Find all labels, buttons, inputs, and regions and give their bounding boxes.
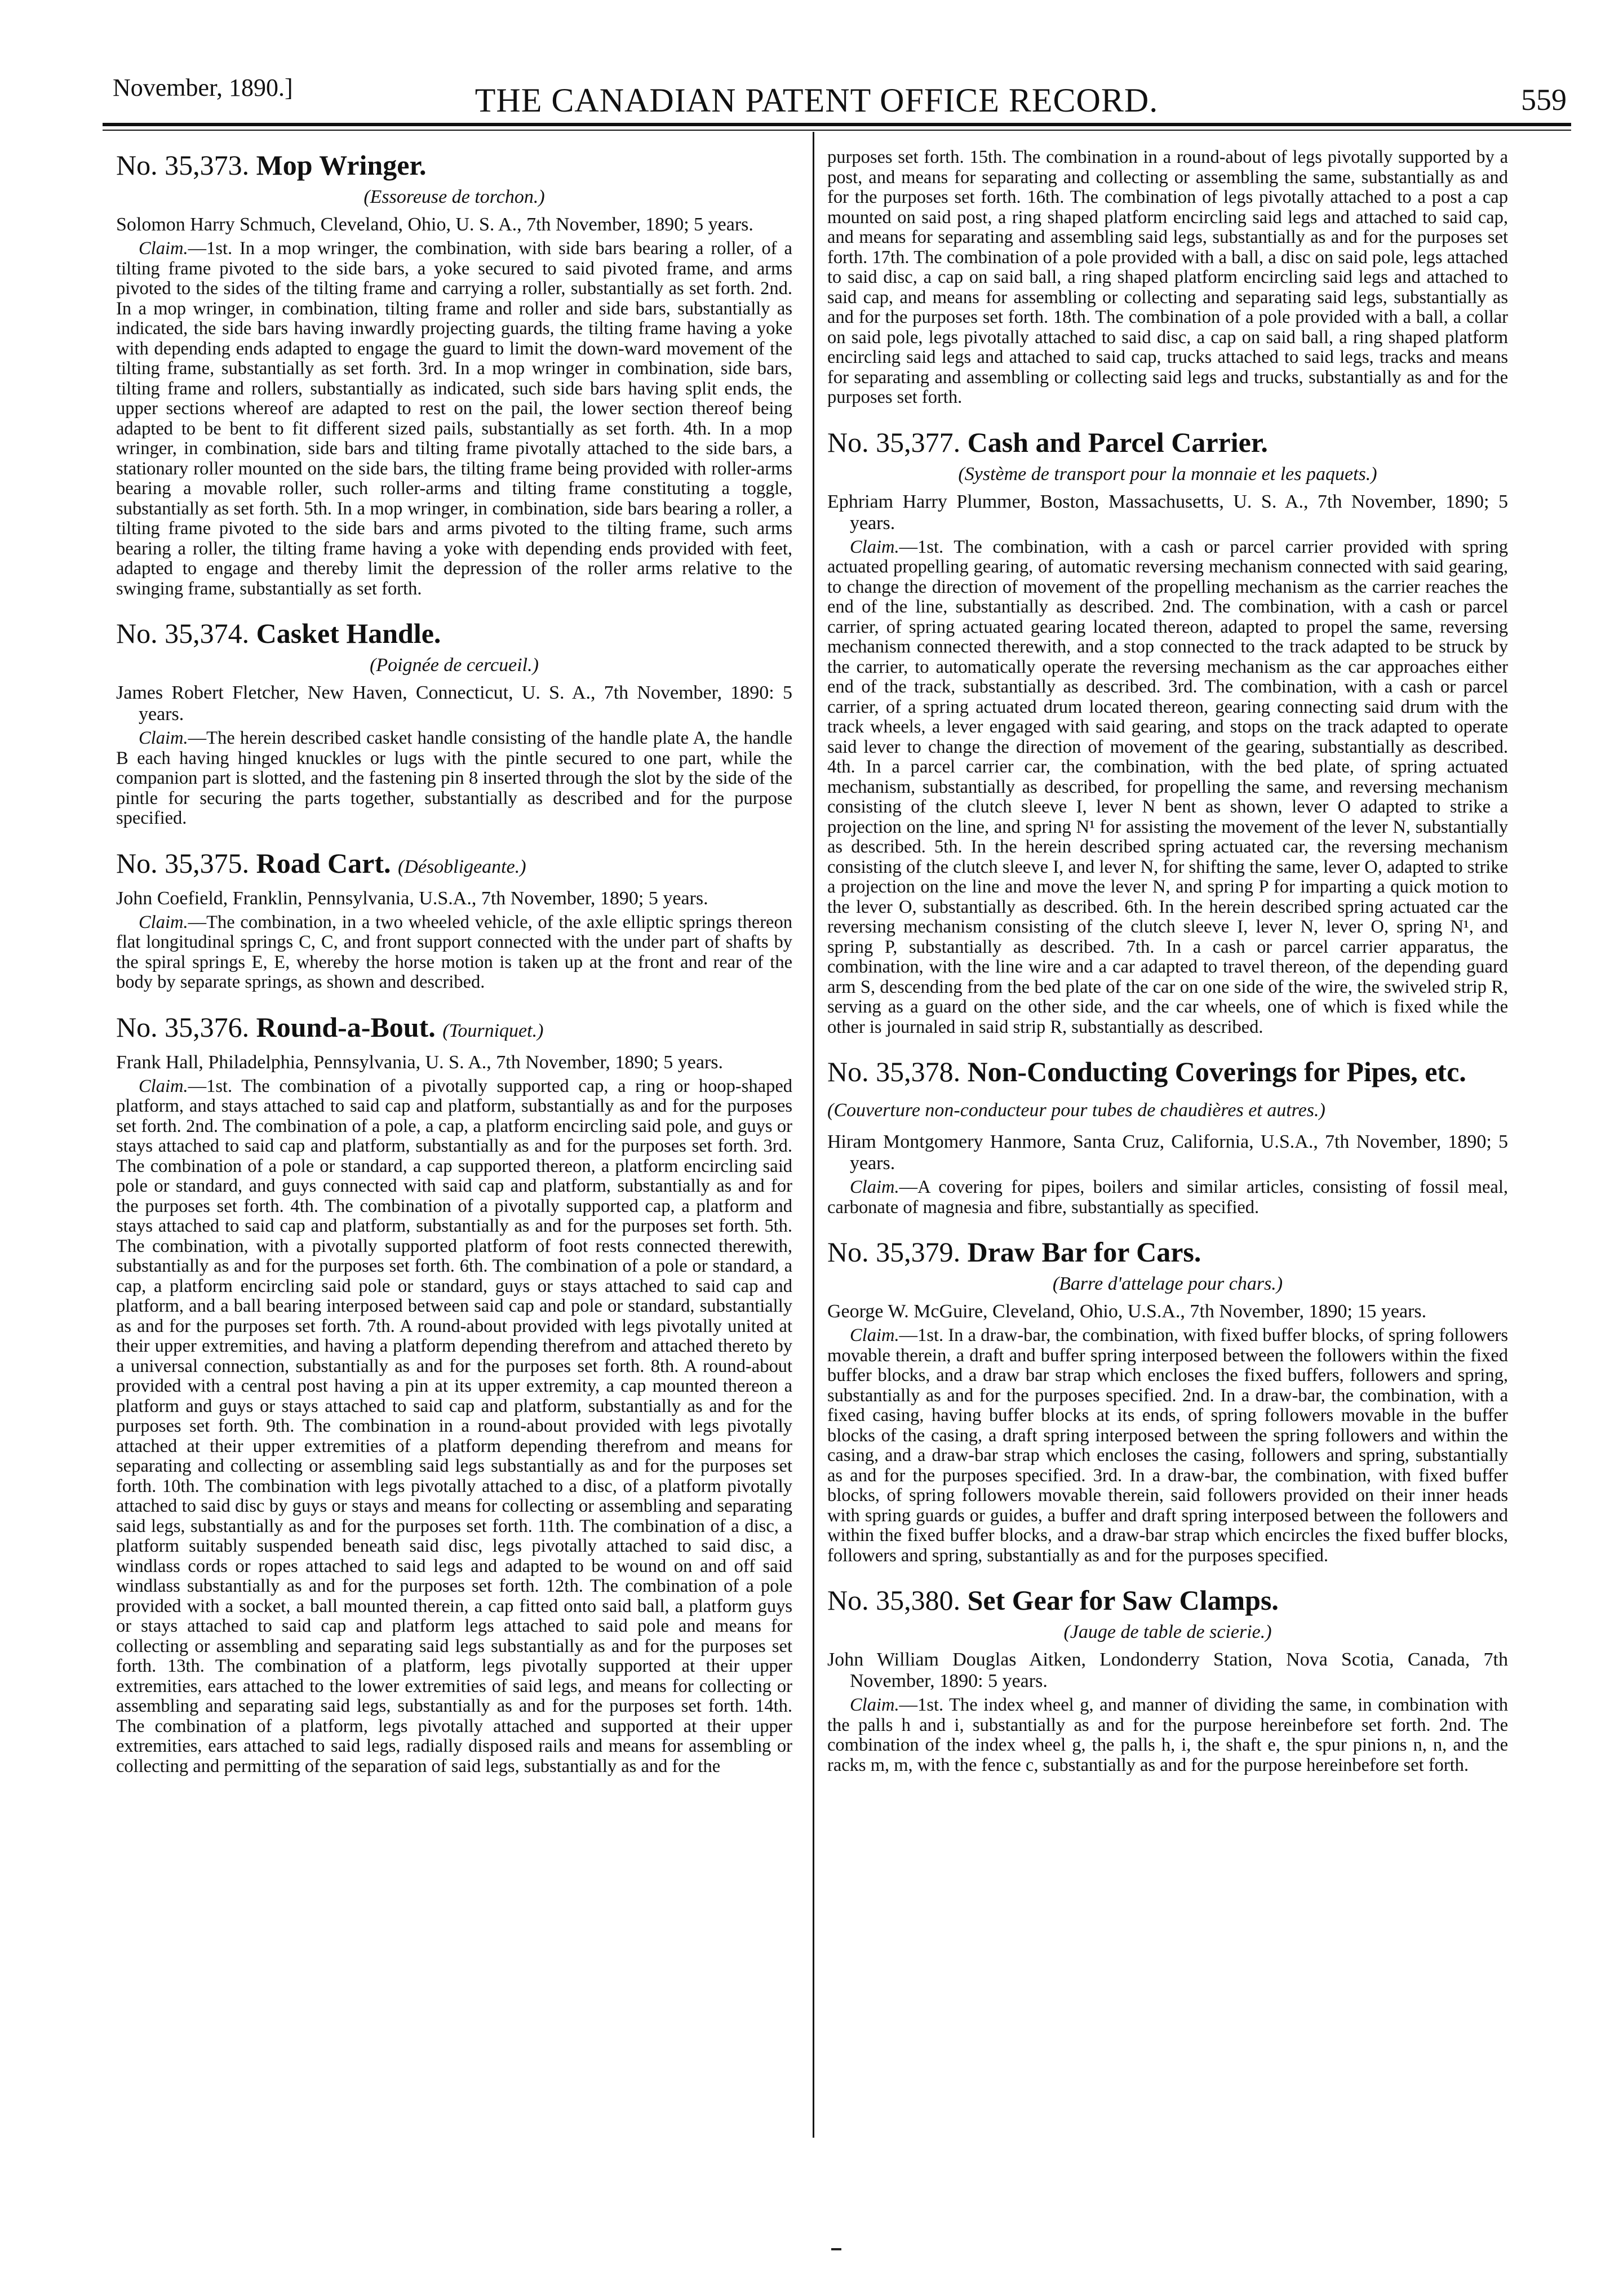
patentee: Frank Hall, Philadelphia, Pennsylvania, U. S. A., 7th November, 1890; 5 years. xyxy=(116,1051,724,1073)
claim-text xyxy=(116,729,792,829)
patent-entry xyxy=(827,1583,1508,1775)
claim-label: Claim. xyxy=(139,912,188,932)
patent-entry xyxy=(116,616,792,829)
continued-claim-text: purposes set forth. 15th. The combination in a round-about of legs pivotally supported by a post, and means for separating and collecting or assembling the same, substantially as and for the purposes set forth. 16th. The combination of legs pivotally attached to a post a cap mounted on said post, a ring shaped platform encircling said legs and attached to said cap, and means for separating and assembling said legs, substantially as and for the purposes set forth. 17th. The combination of a pole provided with a ball, a disc on said pole, legs attached to said disc, a cap on said ball, a ring shaped platform encircling said legs and attached to said cap, and means for assembling or collecting and separating said legs, substantially as and for the purposes set forth. 18th. The combination of a pole provided with a ball, a collar on said pole, legs pivotally attached to said disc, a cap on said ball, a ring shaped platform encircling said legs and attached to said cap, trucks attached to said legs, tracks and means for separating and assembling or collecting said legs and trucks, substantially as and for the purposes set forth. xyxy=(827,147,1508,407)
patent-number: No. 35,376. xyxy=(116,1011,250,1043)
patent-number: No. 35,379. xyxy=(827,1236,961,1268)
patent-title: Mop Wringer. xyxy=(256,149,427,181)
patent-entry xyxy=(116,148,792,599)
claim-body: —1st. The index wheel g, and manner of dividing the same, in combination with the palls h and i, substantially as and for the purpose hereinbefore set forth. 2nd. The combination of the index wheel g, the palls h, i, the shaft e, the spur pinions n, n, and the racks m, m, with the fence c, substantially as and for the purpose hereinbefore set forth. xyxy=(827,1695,1508,1775)
claim-label: Claim. xyxy=(850,1177,899,1197)
patent-title: Road Cart. xyxy=(256,847,391,879)
claim-continuation xyxy=(827,148,1508,408)
entry-heading xyxy=(827,425,1508,460)
column-divider xyxy=(813,132,814,2138)
patent-entry xyxy=(827,425,1508,1038)
patent-title: Cash and Parcel Carrier. xyxy=(967,426,1268,458)
french-title: (Système de transport pour la monnaie et les paquets.) xyxy=(958,463,1377,485)
claim-text xyxy=(116,1077,792,1777)
claim-body: —1st. The combination of a pivotally supported cap, a ring or hoop-shaped platform, and stays attached to said cap and platform, substantially as and for the purposes set forth. 2nd. The combination of a pole, a cap, a platform encircling said pole, and guys or stays attached to said cap and platform, substantially as and for the purposes set forth. 3rd. The combination of a pole or standard, a cap supported thereon, a platform encircling said pole or standard, and guys connected with said cap and platform, substantially as and for the purposes set forth. 4th. The combination of a pivotally supported cap, a platform and stays attached to said cap and platform, substantially as and for the purposes set forth. 5th. The combination, with a pivotally supported platform of foot rests connected therewith, substantially as and for the purposes set forth. 6th. The combination of a pole or standard, a cap, a platform encircling said pole or standard, guys or stays attached to said cap and platform, and a ball bearing interposed between said cap and pole or standard, substantially as and for the purposes set forth. 7th. A round-about provided with legs pivotally united at their upper extremities, and having a platform depending therefrom and attached thereto by a universal connection, substantially as and for the purposes set forth. 8th. A round-about provided with a central post having a pin at its upper extremity, a cap mounted thereon a platform and guys or stays attached to said cap and platform, substantially as and for the purposes set forth. 9th. The combination in a round-about provided with legs pivotally attached at their upper extremities of a platform depending therefrom and means for separating and collecting or assembling said legs substantially as and for the purposes set forth. 10th. The combination with legs pivotally attached to a disc, of a platform pivotally attached to said disc by guys or stays and means for collecting or assembling and separating said legs, substantially as and for the purposes set forth. 11th. The combination of a disc, a platform suitably suspended beneath said disc, legs pivotally attached to said disc, a windlass cords or ropes attached to said legs and adapted to be wound on and off said windlass substantially as and for the purposes set forth. 12th. The combination of a pole provided with a socket, a ball mounted therein, a cap fitted onto said ball, a platform guys or stays attached to said cap and platform legs attached to said pole and means for collecting or assembling and separating said legs substantially as and for the purposes set forth. 13th. The combination of a platform, legs pivotally supported at their upper extremities, ears attached to the lower extremities of said legs, and means for collecting or assembling and separating said legs, substantially as and for the purposes set forth. 14th. The combination of a platform, legs pivotally attached and supported at their upper extremities, ears attached to said legs, radially disposed rails and means for assembling or collecting and permitting of the separation of said legs, substantially as and for the xyxy=(116,1076,792,1777)
patent-number: No. 35,375. xyxy=(116,847,250,879)
patentee: James Robert Fletcher, New Haven, Connecticut, U. S. A., 7th November, 1890: 5 years. xyxy=(116,682,792,725)
patent-number: No. 35,374. xyxy=(116,618,250,649)
patent-title: Casket Handle. xyxy=(256,618,441,649)
claim-label: Claim. xyxy=(139,238,188,259)
claim-text xyxy=(827,1326,1508,1566)
claim-body: —A covering for pipes, boilers and similar articles, consisting of fossil meal, carbonate of magnesia and fibre, substantially as specified. xyxy=(827,1177,1508,1218)
claim-text xyxy=(827,1178,1508,1218)
claim-body: —The herein described casket handle consisting of the handle plate A, the handle B each having hinged knuckles or lugs with the pintle secured to one part, while the companion part is slotted, and the fastening pin 8 inserted through the slot by the side of the pintle for securing the parts together, substantially as described and for the purpose specified. xyxy=(116,728,792,828)
patent-title: Round-a-Bout. xyxy=(256,1011,436,1043)
journal-title: THE CANADIAN PATENT OFFICE RECORD. xyxy=(475,82,1159,119)
patentee: George W. McGuire, Cleveland, Ohio, U.S.A., 7th November, 1890; 15 years. xyxy=(827,1301,1427,1322)
claim-body: —The combination, in a two wheeled vehicle, of the axle elliptic springs thereon flat longitudinal springs C, C, and front support connected with the under part of shafts by the spiral springs E, E, whereby the horse motion is taken up at the front and rear of the body by separate springs, as shown and described. xyxy=(116,912,792,992)
claim-label: Claim. xyxy=(139,728,188,748)
claim-body: —1st. In a mop wringer, the combination, with side bars bearing a roller, of a tilting frame pivoted to the side bars, a yoke secured to said pivoted frame, and arms pivoted to the sides of the tilting frame and carrying a roller, substantially as set forth. 2nd. In a mop wringer, in combination, tilting frame and roller and side bars, substantially as indicated, the side bars having inwardly projecting guards, the tilting frame having a yoke with depending ends adapted to engage the guard to limit the down-ward movement of the tilting frame, substantially as set forth. 3rd. In a mop wringer in combination, side bars, tilting frame and rollers, substantially as indicated, such side bars having split ends, the upper sections whereof are adapted to rest on the pail, the lower section thereof being adapted to be bent to fit different sized pails, substantially as set forth. 4th. In a mop wringer, in combination, side bars and tilting frame pivotally attached to the side bars, a stationary roller mounted on the side bars, the tilting frame being provided with roller-arms bearing a movable roller, such roller-arms and tilting frame constituting a toggle, substantially as set forth. 5th. In a mop wringer, in combination, side bars bearing a roller, a tilting frame pivoted to the side bars and arms pivoted to the tilting frame, such arms bearing a roller, the tilting frame having a yoke with depending ends provided with feet, adapted to engage and thereby limit the depression of the roller arms relative to the swinging frame, substantially as set forth. xyxy=(116,238,792,599)
entry-heading xyxy=(116,148,792,183)
patent-entry xyxy=(827,1054,1508,1218)
patentee: John Coefield, Franklin, Pennsylvania, U.S.A., 7th November, 1890; 5 years. xyxy=(116,887,708,909)
patent-entry xyxy=(827,1234,1508,1566)
claim-text xyxy=(827,538,1508,1038)
claim-text xyxy=(116,239,792,599)
entry-heading xyxy=(827,1234,1508,1269)
entry-heading xyxy=(116,846,792,885)
header-rule-thin xyxy=(103,130,1571,131)
page-header xyxy=(66,61,1567,123)
claim-label: Claim. xyxy=(850,1695,899,1715)
patent-number: No. 35,380. xyxy=(827,1584,961,1616)
patentee: Hiram Montgomery Hanmore, Santa Cruz, California, U.S.A., 7th November, 1890; 5 years. xyxy=(827,1131,1508,1174)
header-rule-thick xyxy=(103,123,1571,126)
patent-entry xyxy=(116,1010,792,1777)
french-title: (Jauge de table de scierie.) xyxy=(1063,1622,1272,1642)
claim-text xyxy=(827,1695,1508,1775)
french-title: (Couverture non-conducteur pour tubes de chaudières et autres.) xyxy=(827,1100,1325,1121)
right-column xyxy=(827,148,1508,1792)
entry-heading xyxy=(827,1054,1508,1128)
claim-body: —1st. The combination, with a cash or parcel carrier provided with spring actuated propelling gearing, of automatic reversing mechanism connected with said gearing, to change the direction of movement of the propelling mechanism as the carrier reaches the end of the line, substantially as described. 2nd. The combination, with a cash or parcel carrier, of spring actuated gearing located thereon, adapted to propel the same, reversing mechanism connected therewith, and a stop connected to the track adapted to be struck by the carrier, to automatically operate the reversing mechanism as the car approaches either end of the track, substantially as described. 3rd. The combination, with a cash or parcel carrier, of a spring actuated drum located thereon, gearing connecting said drum with the track wheels, a lever engaged with said gearing, and stops on the track adapted to operate said lever to change the direction of movement of the gearing, substantially as described. 4th. In a parcel carrier car, the combination, with the bed plate, of spring actuated mechanism, substantially as described, for propelling the same, and reversing mechanism consisting of the clutch sleeve I, lever N bent as shown, lever O adapted to strike a projection on the line, and spring N¹ for assisting the movement of the lever N, substantially as described. 5th. In the herein described spring actuated car, the reversing mechanism consisting of the clutch sleeve I, and lever N, for shifting the same, lever O, adapted to strike a projection on the line and move the lever N, and spring P for imparting a quick motion to the lever O, substantially as described. 6th. In the herein described spring actuated car the reversing mechanism consisting of the clutch sleeve I, lever N, lever O, spring N¹, and spring P, substantially as described. 7th. In a cash or parcel carrier apparatus, the combination, with the line wire and a car adapted to travel thereon, of the depending guard arm S, descending from the bed plate of the car on one side of the wire, the swiveled strip R, serving as a guard on the other side, and the car wheels, one of which is fixed while the other is journaled in said strip R, substantially as described. xyxy=(827,536,1508,1037)
entry-heading xyxy=(116,1010,792,1049)
french-title: (Tourniquet.) xyxy=(442,1020,544,1041)
french-title: (Désobligeante.) xyxy=(397,856,526,877)
footer-mark xyxy=(831,2248,841,2250)
page-number: 559 xyxy=(1521,83,1567,117)
claim-text xyxy=(116,913,792,993)
patent-title: Set Gear for Saw Clamps. xyxy=(967,1584,1279,1616)
entry-heading xyxy=(116,616,792,651)
claim-label: Claim. xyxy=(139,1076,188,1096)
issue-date: November, 1890.] xyxy=(113,74,293,101)
patent-title: Non-Conducting Coverings for Pipes, etc. xyxy=(967,1056,1466,1087)
french-title: (Barre d'attelage pour chars.) xyxy=(1052,1273,1283,1294)
claim-body: —1st. In a draw-bar, the combination, with fixed buffer blocks, of spring followers movable therein, a draft and buffer spring interposed between the followers within the fixed buffer blocks, and a draw bar strap which encloses the fixed buffers, followers and spring, substantially as and for the purposes specified. 2nd. In a draw-bar, the combination, with a fixed casing, having buffer blocks at its ends, of spring followers movable in the buffer blocks of the casing, a draft spring interposed between the spring followers and within the casing, and a draw-bar strap which encloses the casing, followers and spring, substantially as and for the purposes specified. 3rd. In a draw-bar, the combination, with fixed buffer blocks, of spring followers movable therein, said followers provided on their inner heads with spring guards or guides, a buffer and draft spring interposed between the followers and within the fixed buffer blocks, and a draw-bar strap which encircles the fixed buffer blocks, followers and spring, substantially as and for the purposes specified. xyxy=(827,1325,1508,1566)
french-title: (Poignée de cercueil.) xyxy=(370,655,539,676)
patent-number: No. 35,373. xyxy=(116,149,250,181)
french-title: (Essoreuse de torchon.) xyxy=(363,186,545,207)
patent-number: No. 35,378. xyxy=(827,1056,961,1087)
patent-title: Draw Bar for Cars. xyxy=(967,1236,1201,1268)
left-column xyxy=(116,148,792,1793)
entry-heading xyxy=(827,1583,1508,1618)
claim-label: Claim. xyxy=(850,536,899,557)
patentee: John William Douglas Aitken, Londonderry Station, Nova Scotia, Canada, 7th November, 1890: 5 years. xyxy=(827,1649,1508,1691)
claim-label: Claim. xyxy=(850,1325,899,1345)
patent-number: No. 35,377. xyxy=(827,426,961,458)
patentee: Ephriam Harry Plummer, Boston, Massachusetts, U. S. A., 7th November, 1890; 5 years. xyxy=(827,491,1508,534)
patent-entry xyxy=(116,846,792,993)
patentee: Solomon Harry Schmuch, Cleveland, Ohio, U. S. A., 7th November, 1890; 5 years. xyxy=(116,214,753,235)
